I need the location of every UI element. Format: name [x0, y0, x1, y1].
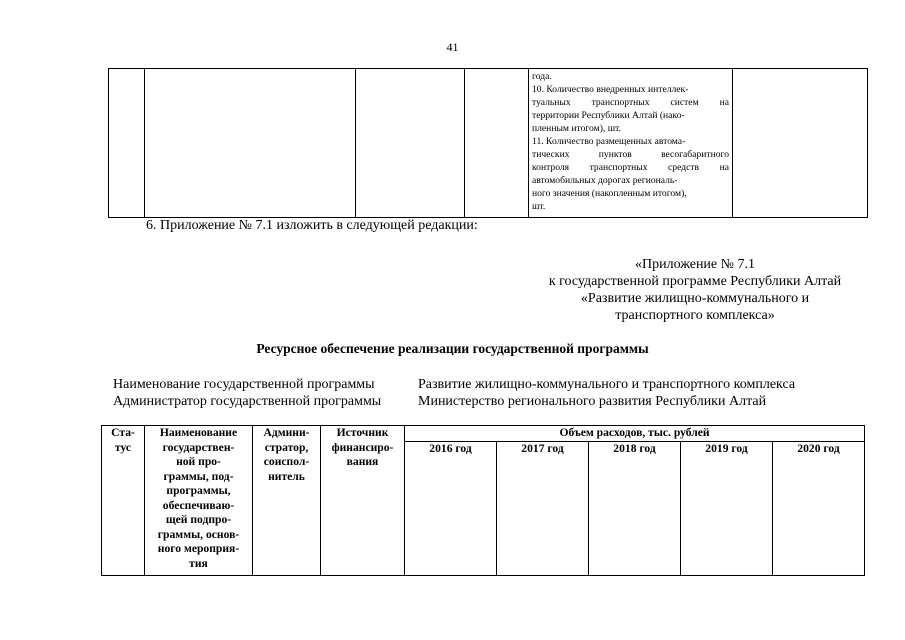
header-year: 2016 год [405, 441, 497, 576]
indicator-line: автомобильных дорогах региональ- [532, 175, 678, 186]
program-admin-label: Администратор государственной программы [113, 394, 382, 409]
table-row [109, 69, 868, 218]
header-year: 2017 год [497, 441, 589, 576]
continuation-table [108, 68, 868, 218]
header-expenses-label: Объем расходов, тыс. рублей [559, 426, 710, 439]
indicator-line: 11. Количество размещенных автома- [532, 136, 686, 147]
header-year: 2020 год [773, 441, 865, 576]
header-funding-source-label: Источник финансиро- вания [331, 426, 394, 468]
indicator-line: территории Республики Алтай (нако- [532, 110, 685, 121]
indicator-cell [529, 69, 733, 218]
header-status-label: Ста- тус [111, 426, 135, 454]
header-name-label: Наименование государствен- ной про- граммы, под- программы, обеспечиваю- щей подпро- граммы, основ- ного мероприя- тия [157, 426, 240, 570]
body-text: 6. Приложение № 7.1 изложить в следующей редакции: [146, 218, 478, 233]
appendix-line: «Развитие жилищно-коммунального и [580, 291, 810, 306]
page-number: 41 [446, 40, 459, 54]
indicator-line: 10. Количество внедренных интеллек- [532, 84, 689, 95]
header-administrator [253, 426, 321, 576]
header-administrator-label: Админи- стратор, соиспол- нитель [263, 426, 310, 483]
header-name [145, 426, 253, 576]
table-cell [356, 69, 465, 218]
table-header-row [102, 426, 865, 442]
appendix-line: к государственной программе Республики Алтай [548, 274, 842, 289]
appendix-header [520, 256, 870, 324]
header-expenses [405, 426, 865, 442]
document-title: Ресурсное обеспечение реализации государственной программы [256, 341, 649, 356]
table-cell [145, 69, 356, 218]
appendix-line: «Приложение № 7.1 [635, 257, 755, 272]
indicator-line: шт. [532, 201, 546, 212]
table-cell [109, 69, 145, 218]
indicator-line: контроля транспортных средств на [532, 162, 729, 173]
program-name-label: Наименование государственной программы [113, 377, 375, 392]
indicator-line: тических пунктов весогабаритного [532, 149, 729, 160]
table-cell [465, 69, 529, 218]
appendix-line: транспортного комплекса» [615, 308, 775, 323]
indicator-line: года. [532, 71, 552, 82]
header-year: 2019 год [681, 441, 773, 576]
table-cell [733, 69, 868, 218]
header-year: 2018 год [589, 441, 681, 576]
resource-table [101, 425, 865, 576]
indicator-line: ного значения (накопленным итогом), [532, 188, 687, 199]
program-name-value: Развитие жилищно-коммунального и транспортного комплекса [418, 377, 796, 392]
indicator-line: туальных транспортных систем на [532, 97, 729, 108]
program-admin-value: Министерство регионального развития Республики Алтай [418, 394, 767, 409]
header-status [102, 426, 145, 576]
header-funding-source [321, 426, 405, 576]
indicator-line: пленным итогом), шт. [532, 123, 621, 134]
